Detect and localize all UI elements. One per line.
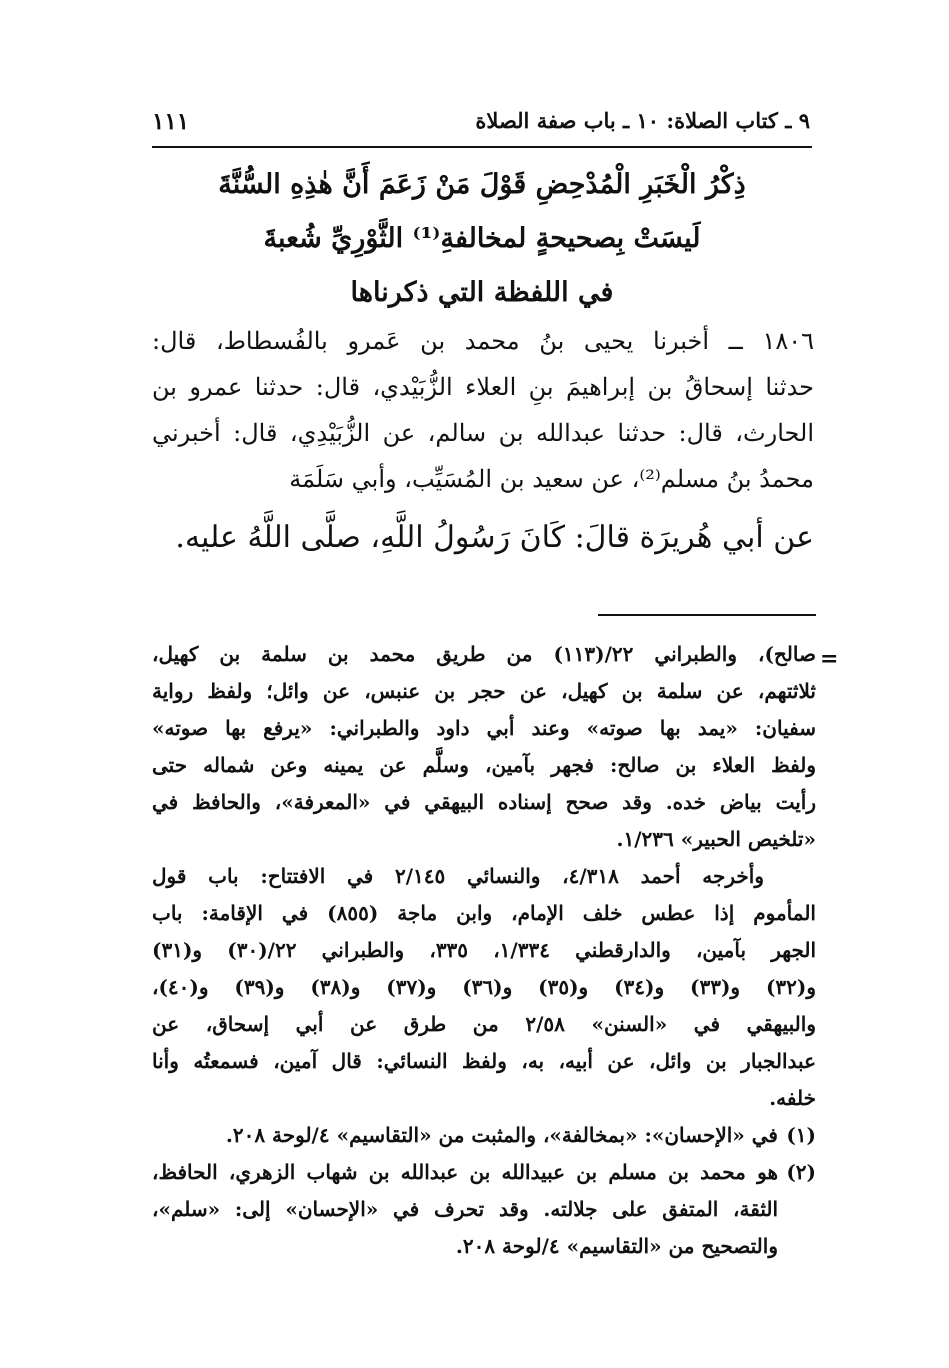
footnotes	[152, 636, 816, 1265]
footnote-line: والبيهقي في «السنن» ٢/٥٨ من طرق عن أبي إسحاق، عن	[152, 1012, 816, 1036]
footnote-1	[152, 1117, 816, 1154]
footnote-line: رأيت بياض خده. وقد صحح إسناده البيهقي في «المعرفة»، والحافظ في	[152, 790, 816, 814]
footnote-number: (٢)	[786, 1160, 816, 1184]
page-number: ١١١	[152, 108, 190, 135]
footnote-line: ثلاثتهم، عن سلمة بن كهيل، عن حجر بن عنبس، عن وائل؛ ولفظ رواية	[152, 679, 816, 703]
header-rule	[152, 146, 812, 148]
footnote-line: خلفه.	[769, 1086, 816, 1110]
footnote-line: ولفظ العلاء بن صالح: فجهر بآمين، وسلَّم عن يمينه وعن شماله حتى	[152, 753, 816, 777]
footnote-line: الثقة، المتفق على جلالته. وقد تحرف في «الإحسان» إلى: «سلم»،	[152, 1197, 778, 1221]
heading-line-2: لَيسَتْ بِصحيحةٍ لمخالفةِ⁽¹⁾ الثَّوْرِيِّ شُعبةَ	[263, 223, 701, 254]
footnote-line: والتصحيح من «التقاسيم» ٤/لوحة ٢٠٨.	[455, 1234, 778, 1258]
hadith-line-large: عن أبي هُريرَة قالَ: كَانَ رَسُولُ اللَّهِ، صلَّى اللَّهُ عليه.	[175, 520, 814, 555]
hadith-text	[152, 318, 814, 566]
footnote-line: صالح)، والطبراني ٢٢/(١١٣) من طريق محمد بن سلمة بن كهيل،	[152, 642, 816, 666]
continuation-mark: =	[820, 646, 839, 672]
running-title: ٩ ـ كتاب الصلاة: ١٠ ـ باب صفة الصلاة	[475, 108, 810, 133]
footnote-line: وأخرجه أحمد ٤/٣١٨، والنسائي ٢/١٤٥ في الافتتاح: باب قول	[152, 864, 764, 888]
hadith-line: الحارث، قال: حدثنا عبدالله بن سالم، عن الزُّبَيْدِي، قال: أخبرني	[152, 419, 814, 447]
footnote-line: المأموم إذا عطس خلف الإمام، وابن ماجة (٨٥٥) في الإقامة: باب	[152, 901, 816, 925]
hadith-line: حدثنا إسحاقُ بن إبراهيمَ بنِ العلاء الزُّبَيْدي، قال: حدثنا عمرو بن	[152, 373, 814, 401]
footnote-line: عبدالجبار بن وائل، عن أبيه، به، ولفظ النسائي: قال آمين، فسمعتُه وأنا	[152, 1049, 816, 1073]
hadith-line: ١٨٠٦ ــ أخبرنا يحيى بنُ محمد بن عَمرو بالفُسطاط، قال:	[152, 327, 814, 355]
heading-line-1: ذِكْرُ الْخَبَرِ الْمُدْحِضِ قَوْلَ مَنْ زَعَمَ أَنَّ هٰذِهِ السُّنَّةَ	[218, 169, 746, 200]
footnote-separator	[598, 614, 816, 616]
heading-line-3: في اللفظة التي ذكرناها	[350, 277, 614, 308]
running-header	[152, 100, 810, 146]
hadith-line: محمدُ بنُ مسلم⁽²⁾، عن سعيد بن المُسَيِّب، وأبي سَلَمَة	[289, 465, 814, 493]
footnote-2	[152, 1154, 816, 1265]
footnote-line: في «الإحسان»: «بمخالفة»، والمثبت من «التقاسيم» ٤/لوحة ٢٠٨.	[225, 1123, 778, 1147]
footnote-line: هو محمد بن مسلم بن عبيدالله بن عبدالله بن شهاب الزهري، الحافظ،	[152, 1160, 778, 1184]
footnote-line: سفيان: «يمد بها صوته» وعند أبي داود والطبراني: «يرفع بها صوته»	[152, 716, 816, 740]
section-heading	[150, 158, 814, 320]
footnote-line: و(٣٢) و(٣٣) و(٣٤) و(٣٥) و(٣٦) و(٣٧) و(٣٨) و(٣٩) و(٤٠)،	[152, 975, 817, 999]
footnote-line: «تلخيص الحبير» ١/٢٣٦.	[616, 827, 816, 851]
footnote-number: (١)	[786, 1123, 816, 1147]
footnote-line: الجهر بآمين، والدارقطني ١/٣٣٤، ٣٣٥، والطبراني ٢٢/(٣٠) و(٣١)	[152, 938, 817, 962]
